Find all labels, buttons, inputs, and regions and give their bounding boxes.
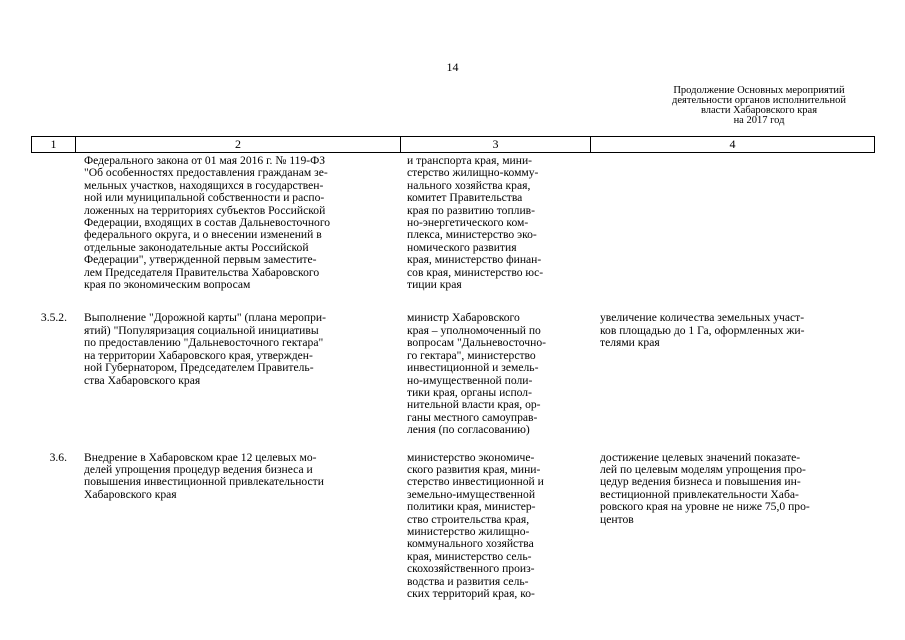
text-line: Выполнение "Дорожной карты" (плана меропри-: [84, 312, 326, 325]
page-number: 14: [446, 60, 459, 74]
table-row: [31, 452, 874, 601]
heading-line: Продолжение Основных мероприятий: [673, 85, 845, 96]
heading-line: на 2017 год: [733, 115, 785, 126]
text-line: тиции края: [407, 279, 462, 292]
text-line: министерство экономиче-: [407, 451, 535, 464]
column-number: 1: [32, 137, 76, 153]
text-line: телями края: [600, 337, 660, 350]
column-number-header: [31, 136, 875, 153]
text-line: ровского края на уровне не ниже 75,0 про-: [600, 501, 810, 514]
item-number: 3.6.: [49, 450, 67, 464]
text-line: вестиционной привлекательности Хаба-: [600, 488, 799, 501]
text-line: вопросам "Дальневосточно-: [407, 337, 546, 350]
text-line: Хабаровского края: [84, 488, 177, 501]
text-line: но-энергетического ком-: [407, 217, 529, 230]
text-line: Федерального закона от 01 мая 2016 г. № 119-ФЗ: [84, 155, 326, 167]
text-line: земельно-имущественной: [407, 488, 536, 501]
text-line: мельных участков, находящихся в государствен-: [84, 179, 324, 192]
text-line: ятий) "Популяризация социальной инициативы: [84, 324, 319, 337]
text-line: края – уполномоченный по: [407, 324, 541, 337]
text-line: инвестиционной и земель-: [407, 362, 539, 375]
text-line: стерство инвестиционной и: [407, 476, 544, 489]
expected-result: [590, 312, 874, 436]
heading-line: деятельности органов исполнительной: [672, 95, 846, 106]
text-line: но-имущественной поли-: [407, 374, 533, 387]
text-line: ления (по согласованию): [407, 424, 530, 437]
text-line: нительной власти края, ор-: [407, 399, 541, 412]
text-line: министерство жилищно-: [407, 525, 530, 538]
text-line: ложенных на территориях субъектов Российской: [84, 204, 326, 217]
text-line: ков площадью до 1 Га, оформленных жи-: [600, 324, 805, 337]
measure-description: [75, 155, 400, 291]
text-line: скохозяйственного произ-: [407, 563, 535, 576]
text-line: сов края, министерство юс-: [407, 266, 544, 279]
text-line: делей упрощения процедур ведения бизнеса и: [84, 463, 313, 476]
text-line: ских территорий края, ко-: [407, 588, 535, 600]
text-line: комитет Правительства: [407, 192, 523, 205]
text-line: цедур ведения бизнеса и повышения ин-: [600, 476, 801, 489]
text-line: стерство жилищно-комму-: [407, 167, 539, 180]
responsible-bodies: [400, 312, 590, 436]
text-line: ства Хабаровского края: [84, 374, 201, 387]
text-line: Федерации, входящих в состав Дальневосточного: [84, 217, 331, 230]
text-line: плекса, министерство эко-: [407, 229, 537, 242]
text-line: повышения инвестиционной привлекательности: [84, 476, 324, 489]
text-line: края, министерство финан-: [407, 254, 542, 267]
measure-description: [75, 312, 400, 436]
text-line: "Об особенностях предоставления гражданам зе-: [84, 167, 328, 180]
table-row: [31, 155, 874, 291]
text-line: коммунального хозяйства: [407, 538, 534, 551]
document-heading: [644, 86, 874, 126]
text-line: по предоставлению "Дальневосточного гектара": [84, 337, 324, 350]
text-line: водства и развития сель-: [407, 575, 529, 588]
text-line: края, министерство сель-: [407, 550, 532, 563]
text-line: отдельные законодательные акты Российской: [84, 241, 309, 254]
responsible-bodies: [400, 155, 590, 291]
text-line: лем Председателя Правительства Хабаровского: [84, 266, 320, 279]
text-line: ной или муниципальной собственности и распо-: [84, 192, 325, 205]
table-body: [31, 155, 874, 600]
expected-result: [590, 155, 874, 291]
expected-result: [590, 452, 874, 601]
responsible-bodies: [400, 452, 590, 601]
text-line: Федерации", утвержденной первым заместите-: [84, 254, 317, 267]
table-row: [31, 312, 874, 436]
text-line: ского развития края, мини-: [407, 463, 541, 476]
text-line: тики края, органы испол-: [407, 386, 532, 399]
column-number: 4: [591, 137, 875, 153]
text-line: номического развития: [407, 241, 517, 254]
text-line: ганы местного самоуправ-: [407, 411, 538, 424]
text-line: достижение целевых значений показате-: [600, 451, 801, 464]
item-number: [31, 155, 75, 291]
column-number: 2: [76, 137, 401, 153]
text-line: ство строительства края,: [407, 513, 530, 526]
text-line: центов: [600, 513, 634, 526]
text-line: нального хозяйства края,: [407, 179, 531, 192]
text-line: го гектара", министерство: [407, 349, 536, 362]
text-line: края по развитию топлив-: [407, 204, 535, 217]
text-line: лей по целевым моделям упрощения про-: [600, 463, 806, 476]
text-line: политики края, министер-: [407, 501, 536, 514]
heading-line: власти Хабаровского края: [700, 105, 818, 116]
text-line: и транспорта края, мини-: [407, 155, 533, 167]
item-number: 3.5.2.: [40, 311, 67, 325]
text-line: министр Хабаровского: [407, 312, 520, 325]
text-line: увеличение количества земельных участ-: [600, 312, 805, 325]
measure-description: [75, 452, 400, 601]
text-line: Внедрение в Хабаровском крае 12 целевых мо-: [84, 451, 317, 464]
text-line: федерального округа, и о внесении изменений в: [84, 229, 322, 242]
text-line: края по экономическим вопросам: [84, 279, 251, 292]
column-number: 3: [401, 137, 591, 153]
text-line: на территории Хабаровского края, утвержден-: [84, 349, 313, 362]
text-line: ной Губернатором, Председателем Правитель-: [84, 362, 314, 375]
